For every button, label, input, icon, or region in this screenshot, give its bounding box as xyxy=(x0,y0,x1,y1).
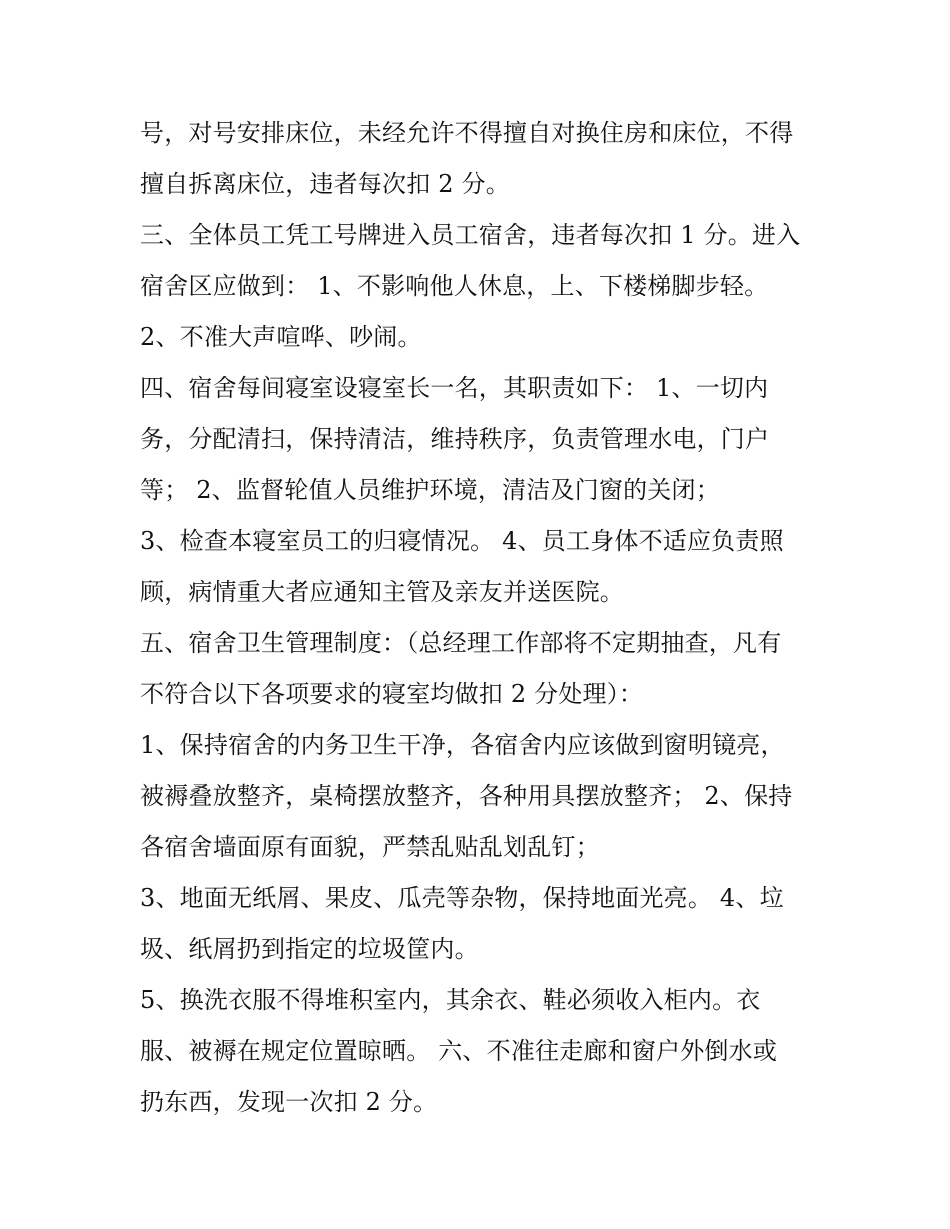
text-line-10: 顾，病情重大者应通知主管及亲友并送医院。 xyxy=(140,578,624,606)
text-line-19: 服、被褥在规定位置晾晒。 六、不准往走廊和窗户外倒水或 xyxy=(140,1037,778,1065)
text-line-5: 2、不准大声喧哗、吵闹。 xyxy=(140,323,422,351)
text-line-6: 四、宿舍每间寝室设寝室长一名，其职责如下： 1、一切内 xyxy=(140,374,769,402)
text-line-7: 务，分配清扫，保持清洁，维持秩序，负责管理水电，门户 xyxy=(140,425,770,453)
text-line-14: 被褥叠放整齐，桌椅摆放整齐，各种用具摆放整齐； 2、保持 xyxy=(140,782,793,810)
document-body xyxy=(140,108,840,1128)
text-line-4: 宿舍区应做到： 1、不影响他人休息，上、下楼梯脚步轻。 xyxy=(140,272,769,300)
text-line-15: 各宿舍墙面原有面貌，严禁乱贴乱划乱钉； xyxy=(140,833,600,861)
text-line-1: 号，对号安排床位，未经允许不得擅自对换住房和床位，不得 xyxy=(140,119,794,147)
text-line-8: 等； 2、监督轮值人员维护环境，清洁及门窗的关闭； xyxy=(140,476,720,504)
text-line-11: 五、宿舍卫生管理制度：（总经理工作部将不定期抽查，凡有 xyxy=(140,629,782,657)
text-line-3: 三、全体员工凭工号牌进入员工宿舍，违者每次扣 1 分。进入 xyxy=(140,221,801,249)
text-line-18: 5、换洗衣服不得堆积室内，其余衣、鞋必须收入柜内。衣 xyxy=(140,986,761,1014)
text-line-20: 扔东西，发现一次扣 2 分。 xyxy=(140,1088,438,1116)
text-line-2: 擅自拆离床位，违者每次扣 2 分。 xyxy=(140,170,510,198)
text-line-12: 不符合以下各项要求的寝室均做扣 2 分处理）： xyxy=(140,680,644,708)
text-line-16: 3、地面无纸屑、果皮、瓜壳等杂物，保持地面光亮。 4、垃 xyxy=(140,884,784,912)
text-line-9: 3、检查本寝室员工的归寝情况。 4、员工身体不适应负责照 xyxy=(140,527,784,555)
text-line-17: 圾、纸屑扔到指定的垃圾筐内。 xyxy=(140,935,479,963)
text-line-13: 1、保持宿舍的内务卫生干净，各宿舍内应该做到窗明镜亮， xyxy=(140,731,785,759)
